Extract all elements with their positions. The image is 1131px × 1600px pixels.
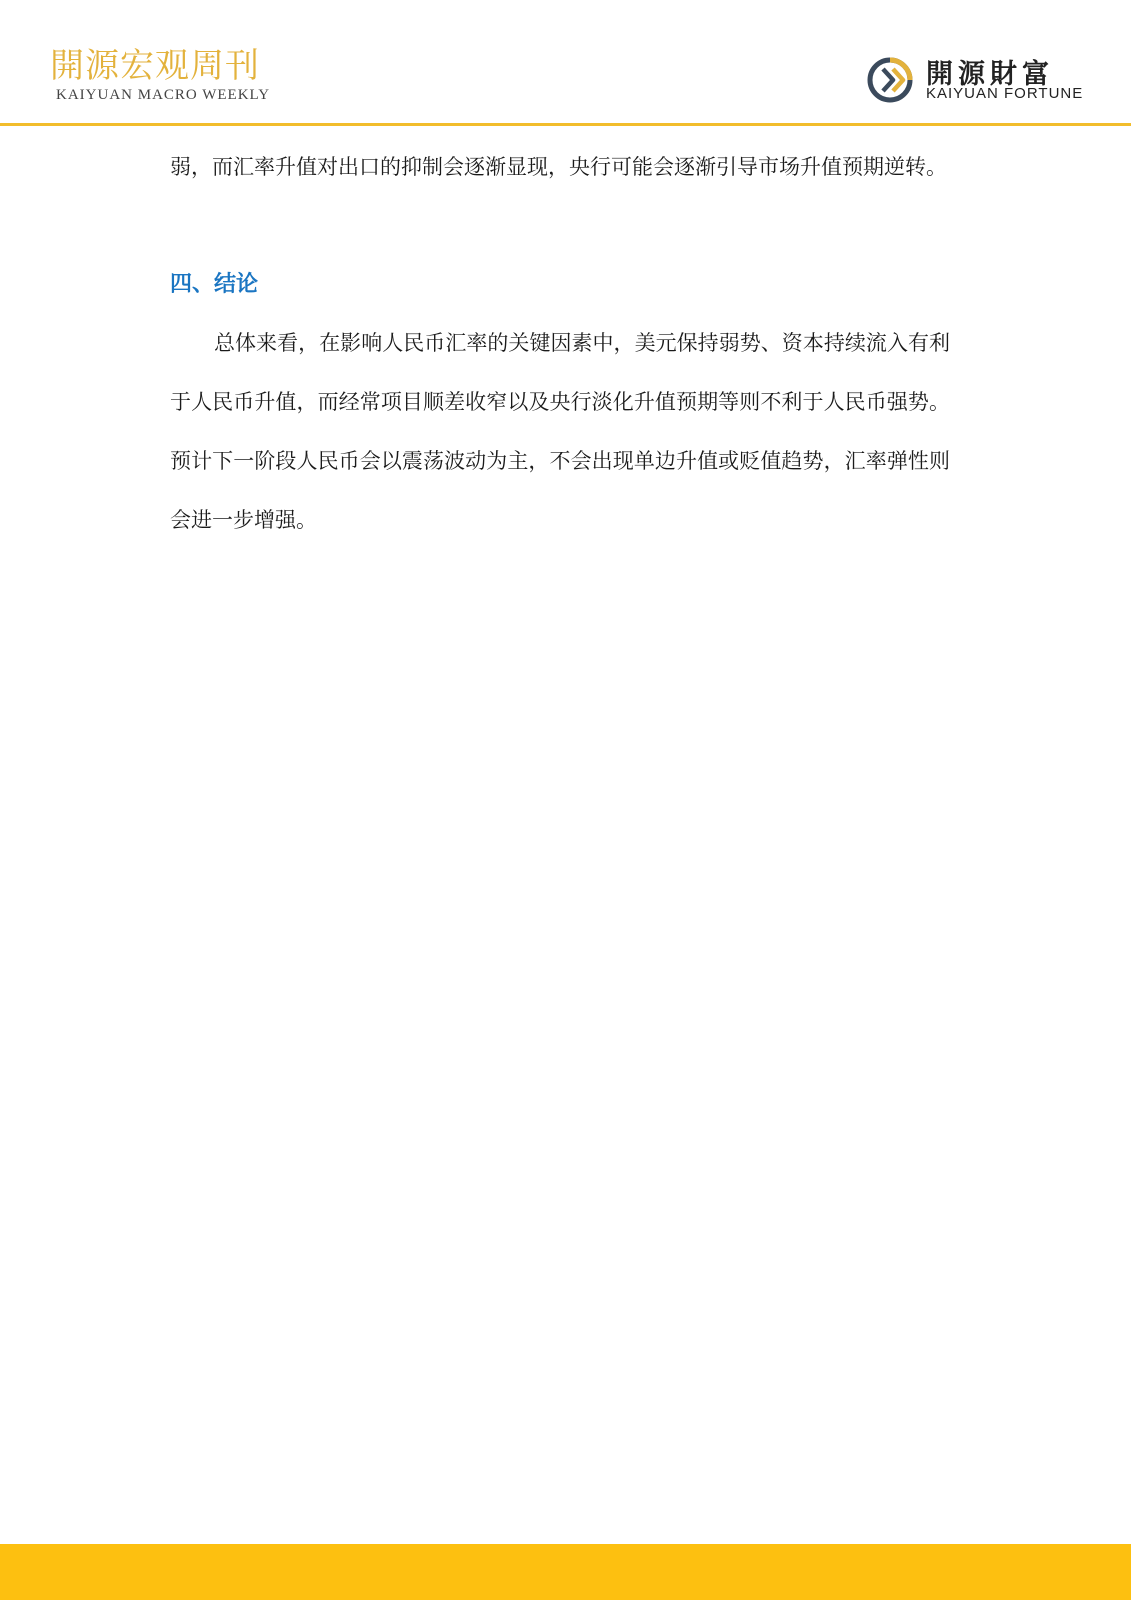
page-content	[170, 138, 950, 550]
brand-block	[866, 50, 1086, 106]
header-divider	[0, 123, 1131, 126]
publication-title: 開源宏观周刊	[50, 46, 260, 86]
conclusion-paragraph: 总体来看，在影响人民币汇率的关键因素中，美元保持弱势、资本持续流入有利于人民币升值，而经常项目顺差收窄以及央行淡化升值预期等则不利于人民币强势。预计下一阶段人民币会以震荡波动为主，不会出现单边升值或贬值趋势，汇率弹性则会进一步增强。	[170, 331, 950, 532]
continuation-paragraph: 弱，而汇率升值对出口的抑制会逐渐显现，央行可能会逐渐引导市场升值预期逆转。	[170, 155, 947, 179]
brand-name-english: KAIYUAN FORTUNE	[926, 85, 1084, 102]
section-heading-conclusion: 四、结论	[170, 272, 259, 297]
page-header	[0, 0, 1131, 126]
kaiyuan-logo-icon	[866, 56, 914, 104]
brand-name-chinese: 開源財富	[926, 59, 1054, 90]
publication-subtitle: KAIYUAN MACRO WEEKLY	[56, 87, 271, 103]
footer-band	[0, 1544, 1131, 1600]
